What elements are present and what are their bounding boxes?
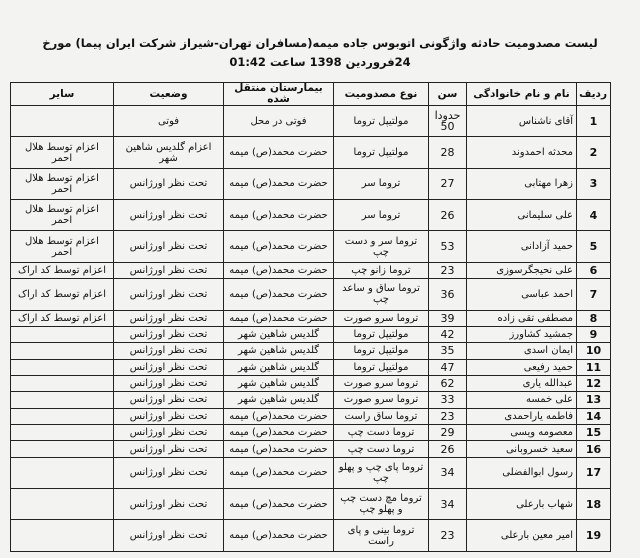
cell-row-number: 1 [577,106,611,137]
cell-age: 35 [429,343,467,359]
cell-row-number: 16 [577,441,611,457]
cell-age: 47 [429,359,467,375]
cell-status: تحت نظر اورژانس [114,520,224,552]
cell-row-number: 5 [577,231,611,262]
cell-status: تحت نظر اورژانس [114,489,224,520]
casualty-table [10,82,611,552]
cell-row-number: 4 [577,200,611,231]
cell-full-name: معصومه ویسی [467,425,577,441]
cell-row-number: 7 [577,279,611,310]
cell-row-number: 6 [577,262,611,278]
cell-full-name: سعید خسروبانی [467,441,577,457]
cell-full-name: حمید رفیعی [467,359,577,375]
cell-status: تحت نظر اورژانس [114,375,224,391]
table-row [11,310,611,326]
cell-full-name: علی خمسه [467,392,577,408]
cell-other [11,457,114,488]
cell-hospital: حضرت محمد(ص) میمه [224,200,334,231]
cell-row-number: 15 [577,425,611,441]
cell-injury-type: تروما سرو صورت [334,392,429,408]
col-header-age: سن [429,83,467,106]
cell-full-name: رسول ابوالفضلی [467,457,577,488]
cell-injury-type: تروما سر و دست چپ [334,231,429,262]
cell-other [11,326,114,342]
cell-age: 23 [429,520,467,552]
cell-age: 29 [429,425,467,441]
cell-full-name: عبدالله یاری [467,375,577,391]
cell-full-name: علی سلیمانی [467,200,577,231]
cell-injury-type: تروما مچ دست چپ و پهلو چپ [334,489,429,520]
table-row [11,520,611,552]
cell-age: حدودا 50 [429,106,467,137]
cell-hospital: حضرت محمد(ص) میمه [224,262,334,278]
cell-other [11,375,114,391]
cell-row-number: 18 [577,489,611,520]
cell-status: فوتی [114,106,224,137]
cell-other [11,441,114,457]
cell-full-name: آقای ناشناس [467,106,577,137]
cell-hospital: حضرت محمد(ص) میمه [224,441,334,457]
cell-age: 53 [429,231,467,262]
cell-full-name: مصطفی تقی زاده [467,310,577,326]
cell-hospital: حضرت محمد(ص) میمه [224,408,334,424]
table-row [11,279,611,310]
cell-injury-type: تروما سرو صورت [334,310,429,326]
cell-row-number: 3 [577,168,611,199]
cell-injury-type: مولتیپل تروما [334,137,429,168]
cell-status: تحت نظر اورژانس [114,231,224,262]
cell-hospital: گلدیس شاهین شهر [224,343,334,359]
cell-status: تحت نظر اورژانس [114,279,224,310]
cell-injury-type: مولتیپل تروما [334,106,429,137]
cell-hospital: حضرت محمد(ص) میمه [224,168,334,199]
cell-row-number: 10 [577,343,611,359]
cell-age: 39 [429,310,467,326]
cell-hospital: حضرت محمد(ص) میمه [224,520,334,552]
cell-other [11,359,114,375]
table-row [11,489,611,520]
cell-row-number: 2 [577,137,611,168]
cell-age: 36 [429,279,467,310]
cell-status: تحت نظر اورژانس [114,392,224,408]
cell-age: 62 [429,375,467,391]
cell-full-name: زهرا مهتابی [467,168,577,199]
table-row [11,231,611,262]
cell-age: 42 [429,326,467,342]
cell-injury-type: تروما پای چپ و پهلو چپ [334,457,429,488]
cell-other [11,343,114,359]
cell-full-name: محدثه احمدوند [467,137,577,168]
cell-other [11,106,114,137]
cell-hospital: گلدیس شاهین شهر [224,375,334,391]
cell-age: 34 [429,489,467,520]
table-row [11,343,611,359]
cell-status: تحت نظر اورژانس [114,200,224,231]
cell-other: اعزام توسط هلال احمر [11,200,114,231]
cell-row-number: 12 [577,375,611,391]
cell-full-name: فاطمه یاراحمدی [467,408,577,424]
cell-other: اعزام توسط کد اراک [11,279,114,310]
cell-other [11,425,114,441]
document-title: لیست مصدومیت حادثه واژگونی اتوبوس جاده میمه(مسافران تهران-شیراز شرکت ایران پیما) مورخ 24فروردین 1398 ساعت 01:42 [42,36,598,69]
cell-hospital: حضرت محمد(ص) میمه [224,489,334,520]
cell-age: 23 [429,408,467,424]
cell-other: اعزام توسط کد اراک [11,262,114,278]
cell-full-name: جمشید کشاورز [467,326,577,342]
table-row [11,408,611,424]
cell-hospital: حضرت محمد(ص) میمه [224,231,334,262]
cell-status: تحت نظر اورژانس [114,425,224,441]
col-header-full-name: نام و نام خانوادگی [467,83,577,106]
cell-row-number: 17 [577,457,611,488]
cell-injury-type: تروما سر [334,200,429,231]
cell-status: تحت نظر اورژانس [114,441,224,457]
cell-row-number: 8 [577,310,611,326]
cell-hospital: حضرت محمد(ص) میمه [224,137,334,168]
cell-status: تحت نظر اورژانس [114,359,224,375]
cell-injury-type: مولتیپل تروما [334,343,429,359]
cell-hospital: گلدیس شاهین شهر [224,359,334,375]
cell-status: تحت نظر اورژانس [114,262,224,278]
cell-injury-type: تروما سر [334,168,429,199]
cell-full-name: علی نحیجگرسوزی [467,262,577,278]
table-row [11,441,611,457]
cell-other: اعزام توسط کد اراک [11,310,114,326]
table-row [11,168,611,199]
table-row [11,326,611,342]
table-row [11,106,611,137]
table-row [11,392,611,408]
cell-row-number: 13 [577,392,611,408]
cell-hospital: گلدیس شاهین شهر [224,326,334,342]
col-header-injury-type: نوع مصدومیت [334,83,429,106]
table-row [11,375,611,391]
cell-status: تحت نظر اورژانس [114,343,224,359]
col-header-status: وضعیت [114,83,224,106]
cell-age: 26 [429,200,467,231]
table-row [11,200,611,231]
col-header-row-number: ردیف [577,83,611,106]
cell-full-name: شهاب بارعلی [467,489,577,520]
cell-hospital: فوتی در محل [224,106,334,137]
col-header-other: سایر [11,83,114,106]
cell-age: 23 [429,262,467,278]
col-header-hospital: بیمارستان منتقل شده [224,83,334,106]
cell-hospital: گلدیس شاهین شهر [224,392,334,408]
cell-injury-type: تروما دست چپ [334,441,429,457]
cell-full-name: حمید آزادانی [467,231,577,262]
cell-injury-type: تروما ساق راست [334,408,429,424]
cell-other: اعزام توسط هلال احمر [11,168,114,199]
cell-status: تحت نظر اورژانس [114,457,224,488]
cell-age: 33 [429,392,467,408]
cell-other: اعزام توسط هلال احمر [11,231,114,262]
cell-status: تحت نظر اورژانس [114,326,224,342]
cell-injury-type: مولتیپل تروما [334,359,429,375]
cell-other [11,408,114,424]
cell-full-name: ایمان اسدی [467,343,577,359]
table-row [11,359,611,375]
table-body [11,106,611,552]
cell-hospital: حضرت محمد(ص) میمه [224,310,334,326]
cell-hospital: حضرت محمد(ص) میمه [224,425,334,441]
cell-age: 26 [429,441,467,457]
cell-hospital: حضرت محمد(ص) میمه [224,279,334,310]
cell-row-number: 11 [577,359,611,375]
cell-age: 27 [429,168,467,199]
cell-full-name: احمد عباسی [467,279,577,310]
cell-injury-type: تروما سرو صورت [334,375,429,391]
cell-injury-type: مولتیپل تروما [334,326,429,342]
cell-age: 28 [429,137,467,168]
table-header-row [11,83,611,106]
cell-status: تحت نظر اورژانس [114,168,224,199]
cell-injury-type: تروما زانو چپ [334,262,429,278]
cell-injury-type: تروما دست چپ [334,425,429,441]
cell-age: 34 [429,457,467,488]
cell-other: اعزام توسط هلال احمر [11,137,114,168]
cell-other [11,392,114,408]
cell-injury-type: تروما بینی و پای راست [334,520,429,552]
cell-status: تحت نظر اورژانس [114,310,224,326]
cell-row-number: 9 [577,326,611,342]
table-row [11,457,611,488]
cell-row-number: 14 [577,408,611,424]
cell-hospital: حضرت محمد(ص) میمه [224,457,334,488]
cell-row-number: 19 [577,520,611,552]
cell-other [11,520,114,552]
cell-other [11,489,114,520]
table-row [11,137,611,168]
cell-injury-type: تروما ساق و ساعد چپ [334,279,429,310]
cell-status: تحت نظر اورژانس [114,408,224,424]
cell-full-name: امیر معین بارعلی [467,520,577,552]
cell-status: اعزام گلدیس شاهین شهر [114,137,224,168]
table-row [11,425,611,441]
table-row [11,262,611,278]
